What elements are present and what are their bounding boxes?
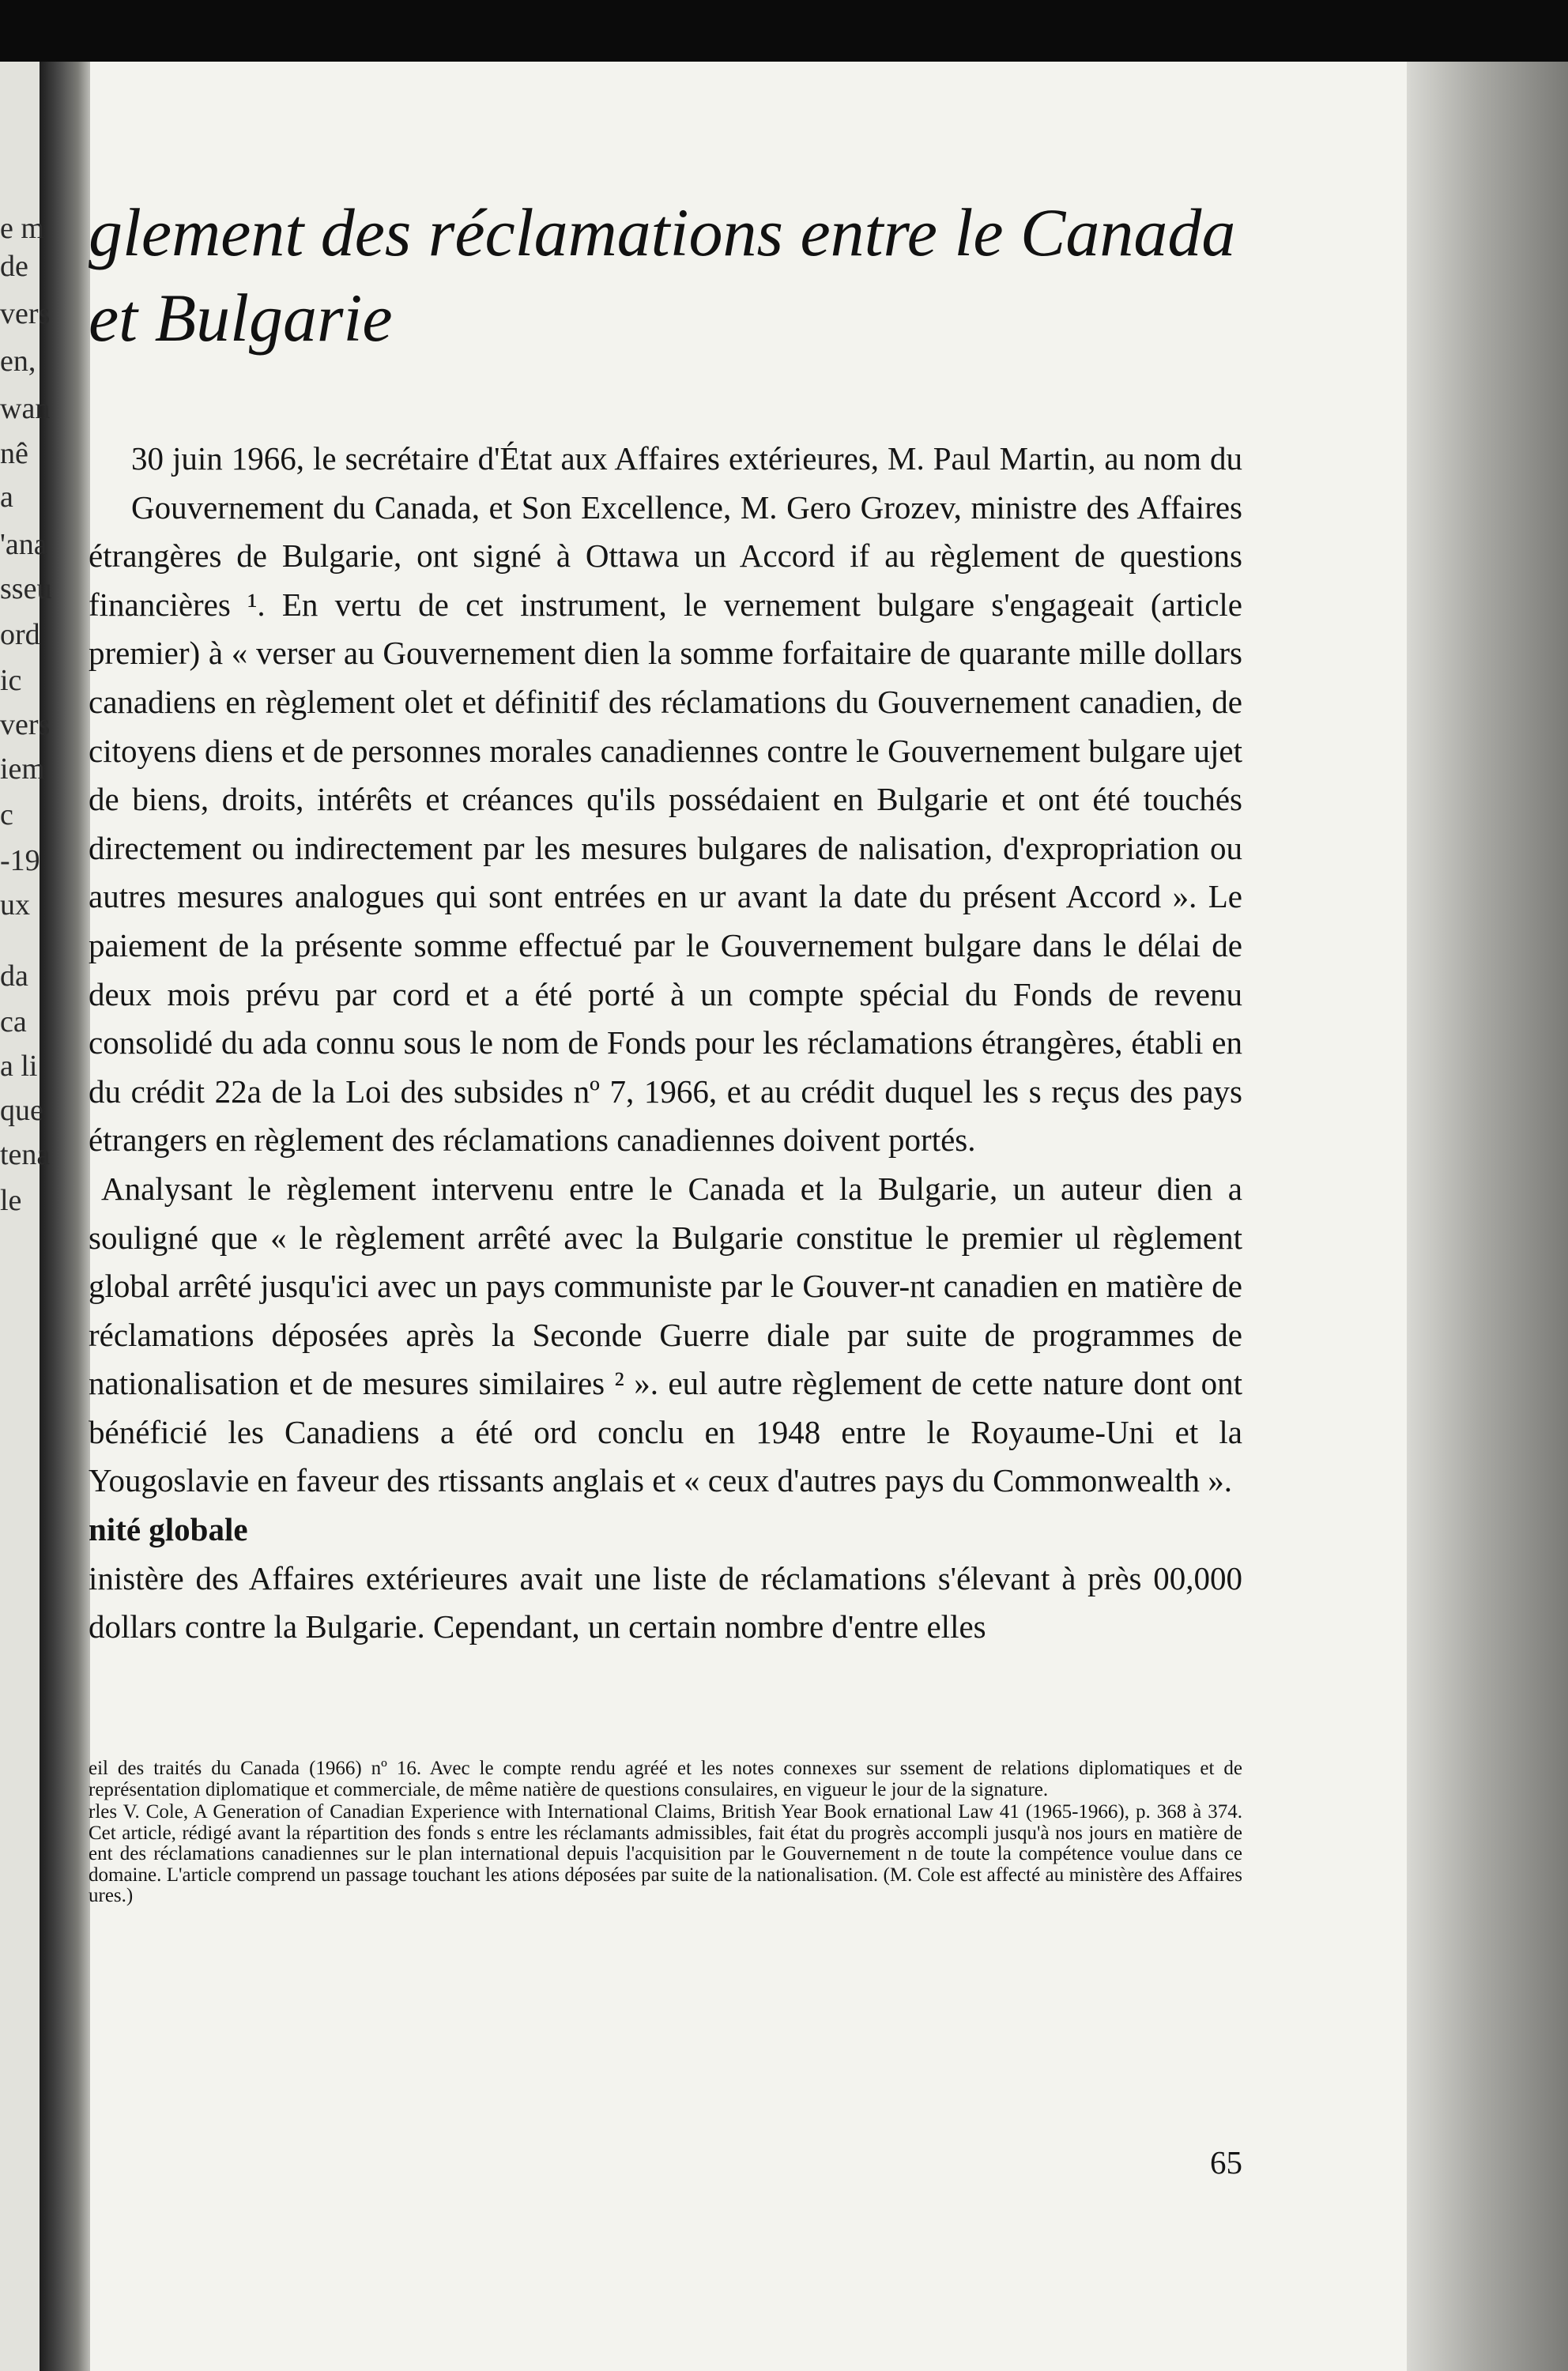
edge-fragment: a	[0, 481, 13, 514]
edge-fragment: ux	[0, 888, 30, 922]
edge-fragment: nê	[0, 437, 28, 470]
edge-fragment: le	[0, 1184, 22, 1217]
edge-fragment: en,	[0, 345, 36, 378]
edge-fragment: vers	[0, 297, 51, 330]
edge-fragment: -19	[0, 844, 40, 877]
article-title: glement des réclamations entre le Canada et Bulgarie	[89, 194, 1236, 356]
edge-fragment: vers	[0, 708, 51, 741]
section-heading: nité globale	[89, 1511, 248, 1548]
article-body	[89, 435, 1242, 1652]
page-gutter-shadow	[1407, 62, 1568, 2371]
paragraph-1: 30 juin 1966, le secrétaire d'État aux Affaires extérieures, M. Paul Martin, au nom du Gouvernement du Canada, et Son Excellence, M. Gero Grozev, ministre des Affaires étrangères de Bulgarie, ont signé à Ottawa un Accord if au règlement de questions financières ¹. En vertu de cet instrument, le vernement bulgare s'engageait (article premier) à « verser au Gouvernement dien la somme forfaitaire de quarante mille dollars canadiens en règlement olet et définitif des réclamations du Gouvernement canadien, de citoyens diens et de personnes morales canadiennes contre le Gouvernement bulgare ujet de biens, droits, intérêts et créances qu'ils possédaient en Bulgarie et ont été touchés directement ou indirectement par les mesures bulgares de nalisation, d'expropriation ou autres mesures analogues qui sont entrées en ur avant la date du présent Accord ». Le paiement de la présente somme effectué par le Gouvernement bulgare dans le délai de deux mois prévu par cord et a été porté à un compte spécial du Fonds de revenu consolidé du ada connu sous le nom de Fonds pour les réclamations étrangères, établi en du crédit 22a de la Loi des subsides nº 7, 1966, et au crédit duquel les s reçus des pays étrangers en règlement des réclamations canadiennes doivent portés.	[89, 440, 1242, 1159]
edge-fragment: sseu	[0, 572, 52, 605]
footnote-1: eil des traités du Canada (1966) nº 16. Avec le compte rendu agréé et les notes connexes sur ssement de relations diplomatiques et de représentation diplomatique et commerciale, de même natière de questions consulaires, en vigueur le jour de la signature.	[89, 1758, 1242, 1800]
section-paragraph: inistère des Affaires extérieures avait une liste de réclamations s'élevant à près 00,000 dollars contre la Bulgarie. Cependant, un certain nombre d'entre elles	[89, 1559, 1242, 1645]
page-number: 65	[1210, 2144, 1242, 2181]
edge-fragment: ca	[0, 1005, 27, 1038]
edge-fragment: ic	[0, 664, 22, 697]
edge-fragment: de	[0, 250, 28, 283]
edge-fragment: tena	[0, 1138, 51, 1171]
scan-top-border	[0, 0, 1568, 62]
edge-fragment: da	[0, 959, 28, 993]
edge-fragment: iem	[0, 752, 45, 786]
drop-cap-block	[89, 435, 126, 522]
edge-fragment: wan	[0, 392, 51, 425]
edge-fragment: 'ana	[0, 528, 47, 561]
paragraph-2: Analysant le règlement intervenu entre le Canada et la Bulgarie, un auteur dien a souligné que « le règlement arrêté avec la Bulgarie constitue le premier ul règlement global arrêté jusqu'ici avec un pays communiste par le Gouver-nt canadien en matière de réclamations déposées après la Seconde Guerre diale par suite de programmes de nationalisation et de mesures similaires ² ». eul autre règlement de cette nature dont ont bénéficié les Canadiens a été ord conclu en 1948 entre le Royaume-Uni et la Yougoslavie en faveur des rtissants anglais et « ceux d'autres pays du Commonwealth ».	[89, 1170, 1242, 1499]
edge-fragment: ord	[0, 618, 40, 651]
edge-fragment: a li	[0, 1050, 38, 1083]
footnote-2: rles V. Cole, A Generation of Canadian Experience with International Claims, British Year Book ernational Law 41 (1965-1966), p. 368 à 374. Cet article, rédigé avant la répartition des fonds s entre les réclamants admissibles, fait état du progrès accompli jusqu'à nos jours en matière de ent des réclamations canadiennes sur le plan international depuis l'acquisition par le Gouvernement n de toute la compétence voulue dans ce domaine. L'article comprend un passage touchant les ations déposées par suite de la nationalisation. (M. Cole est affecté au ministère des Affaires ures.)	[89, 1801, 1242, 1906]
footnotes	[89, 1758, 1242, 1909]
edge-fragment: c	[0, 798, 13, 831]
edge-fragment: e m	[0, 212, 44, 245]
edge-fragment: que	[0, 1094, 43, 1127]
